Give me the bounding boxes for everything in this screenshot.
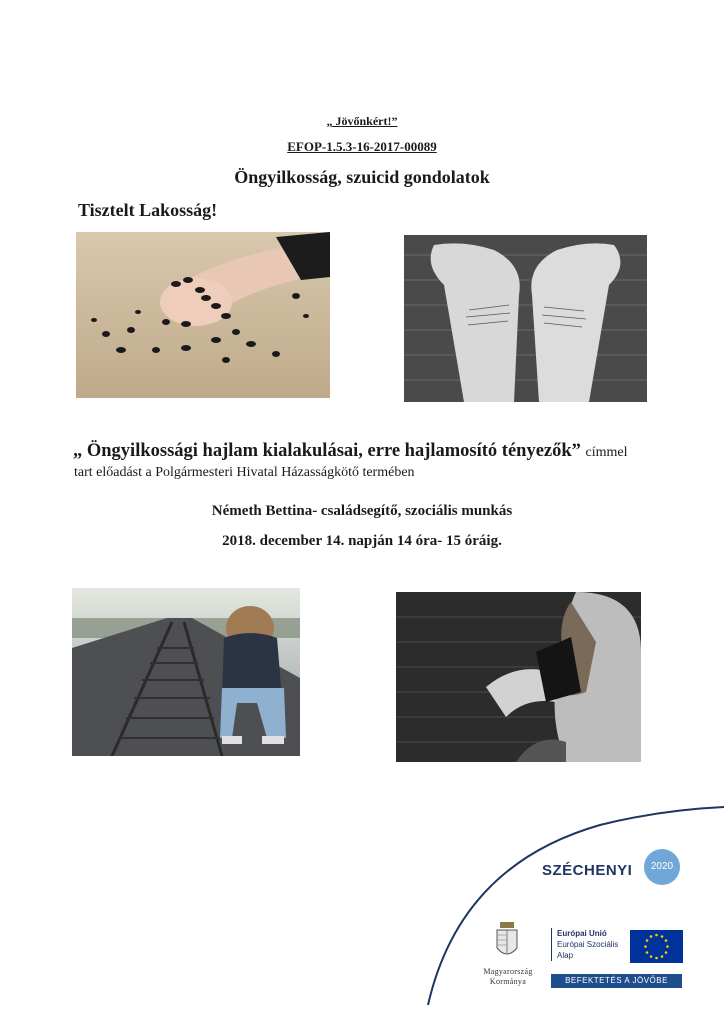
hungarian-crest-icon — [494, 920, 520, 962]
project-code: EFOP-1.5.3-16-2017-00089 — [287, 139, 437, 154]
government-line2: Kormánya — [489, 977, 527, 986]
eu-fund-text — [551, 928, 618, 961]
phone-person-photo — [396, 592, 641, 762]
event-date: 2018. december 14. napján 14 óra- 15 óráig. — [222, 533, 502, 549]
scarred-wrists-photo — [404, 235, 647, 402]
invest-slogan-bar: BEFEKTETÉS A JÖVŐBE — [551, 974, 682, 988]
lecture-venue: tart előadást a Polgármesteri Hivatal Házasságkötő termében — [74, 465, 415, 480]
government-name — [468, 967, 548, 987]
project-name: „ Jövőnkért!” — [326, 114, 398, 128]
railway-girl-photo — [72, 588, 300, 756]
eu-line2: Európai Szociális — [557, 940, 619, 949]
greeting: Tisztelt Lakosság! — [78, 200, 218, 220]
pills-hand-photo — [76, 232, 330, 398]
presenter: Németh Bettina- családsegítő, szociális munkás — [211, 503, 513, 519]
lecture-topic: „ Öngyilkossági hajlam kialakulásai, erre hajlamosító tényezők” — [73, 441, 581, 461]
eu-flag-icon — [630, 930, 683, 963]
eu-line1: Európai Unió — [557, 929, 607, 938]
lecture-topic-suffix: címmel — [585, 445, 628, 460]
eu-line3: Alap — [557, 951, 574, 960]
lecture-topic-line — [73, 441, 713, 462]
government-line1: Magyarország — [483, 967, 533, 976]
page-title: Öngyilkosság, szuicid gondolatok — [234, 167, 490, 187]
szechenyi-logo-text: SZÉCHENYI — [542, 862, 633, 879]
szechenyi-2020-pin-icon: 2020 — [644, 849, 680, 885]
